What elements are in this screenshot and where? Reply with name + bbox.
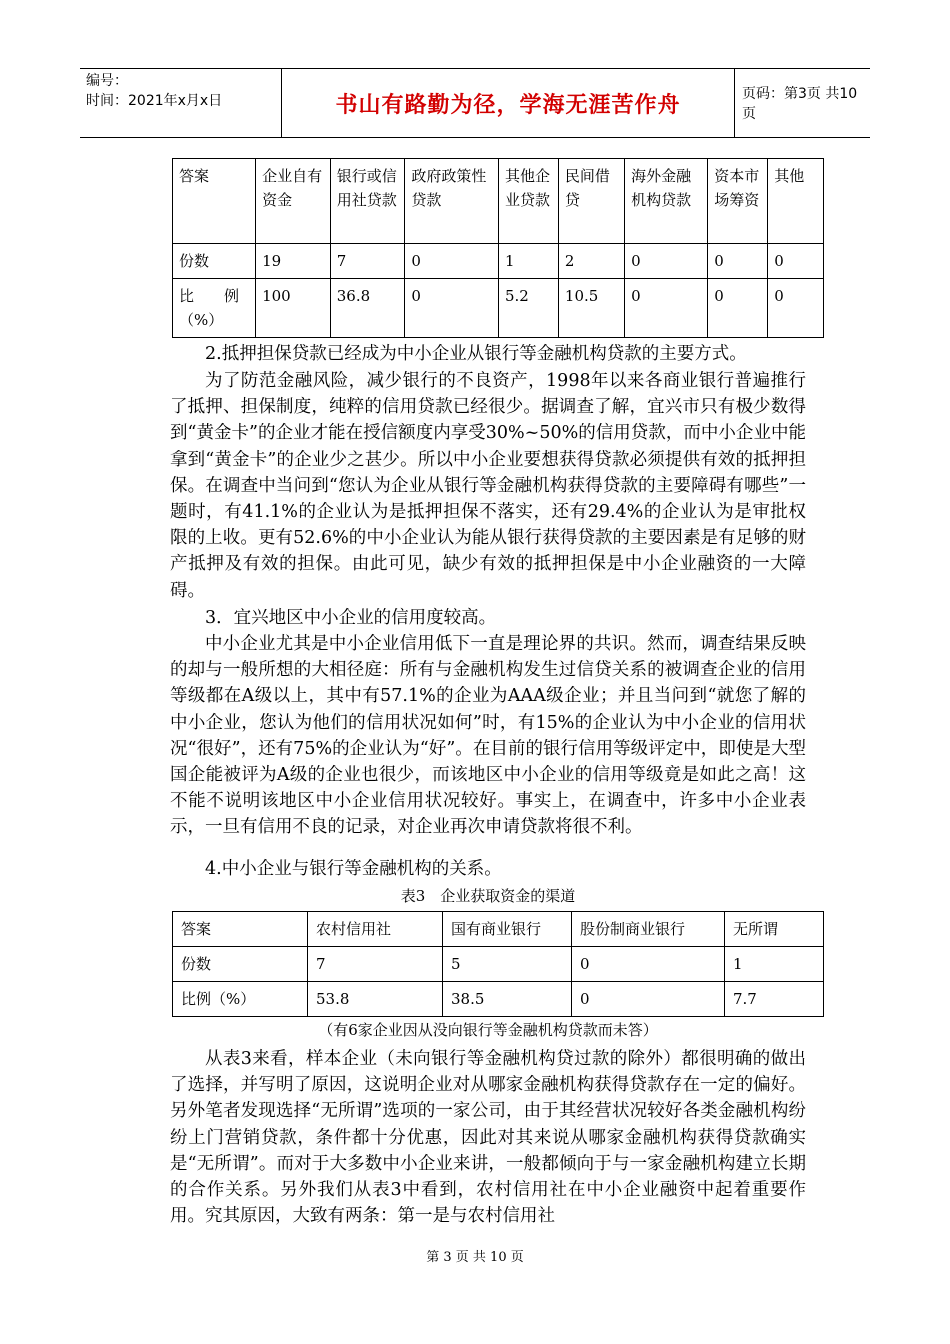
- table-cell: 36.8: [330, 279, 405, 338]
- table-cell: 7: [308, 947, 443, 982]
- table-cell: 国有商业银行: [443, 912, 572, 947]
- table-cell: 无所谓: [725, 912, 824, 947]
- funding-source-table: [172, 158, 824, 338]
- paragraph-6: 从表3来看，样本企业（未向银行等金融机构贷过款的除外）都很明确的做出了选择，并写明了原因，这说明企业对从哪家金融机构获得贷款存在一定的偏好。另外笔者发现选择“无所谓”选项的一家公司，由于其经营状况较好各类金融机构纷纷上门营销贷款，条件都十分优惠，因此对其来说从哪家金融机构获得贷款确实是“无所谓”。而对于大多数中小企业来讲，一般都倾向于与一家金融机构建立长期的合作关系。另外我们从表3中看到，农村信用社在中小企业融资中起着重要作用。究其原因，大致有两条：第一是与农村信用社: [170, 1049, 806, 1227]
- table-cell: 民间借贷: [558, 159, 624, 244]
- table3-caption: 表3 企业获取资金的渠道: [400, 887, 576, 905]
- table-row: [173, 947, 824, 982]
- paragraph-4: 中小企业尤其是中小企业信用低下一直是理论界的共识。然而，调查结果反映的却与一般所想的大相径庭：所有与金融机构发生过信贷关系的被调查企业的信用等级都在A级以上，其中有57.1%的企业为AAA级企业；并且当问到“就您了解的中小企业，您认为他们的信用状况如何”时，有15%的企业认为中小企业的信用状况“很好”，还有75%的企业认为“好”。在目前的银行信用等级评定中，即使是大型国企能被评为A级的企业也很少，而该地区中小企业的信用等级竟是如此之高！这不能不说明该地区中小企业信用状况较好。事实上，在调查中，许多中小企业表示，一旦有信用不良的记录，对企业再次申请贷款将很不利。: [170, 634, 806, 838]
- table-cell: 企业自有资金: [256, 159, 331, 244]
- table-cell: 0: [405, 244, 499, 279]
- table-cell: 比 例（%）: [173, 279, 256, 338]
- table-row: [173, 982, 824, 1017]
- header-motto-cell: [282, 69, 735, 137]
- table-header-row: [173, 912, 824, 947]
- table-cell: 答案: [173, 159, 256, 244]
- table-cell: 0: [768, 279, 824, 338]
- table-cell: 其他: [768, 159, 824, 244]
- table-cell: 海外金融机构贷款: [625, 159, 708, 244]
- table-cell: 比例（%）: [173, 982, 308, 1017]
- paragraph-2: 为了防范金融风险，减少银行的不良资产，1998年以来各商业银行普遍推行了抵押、担保制度，纯粹的信用贷款已经很少。据调查了解，宜兴市只有极少数得到“黄金卡”的企业才能在授信额度内享受30%~50%的信用贷款，而中小企业中能拿到“黄金卡”的企业少之甚少。所以中小企业要想获得贷款必须提供有效的抵押担保。在调查中当问到“您认为企业从银行等金融机构获得贷款的主要障碍有哪些”一题时，有41.1%的企业认为是抵押担保不落实，还有29.4%的企业认为是审批权限的上收。更有52.6%的中小企业认为能从银行获得贷款的主要因素是有足够的财产抵押及有效的担保。由此可见，缺少有效的抵押担保是中小企业融资的一大障碍。: [170, 371, 806, 601]
- table-cell: 100: [256, 279, 331, 338]
- table-cell: 1: [498, 244, 558, 279]
- table-cell: 份数: [173, 244, 256, 279]
- table-cell: 10.5: [558, 279, 624, 338]
- table-cell: 2: [558, 244, 624, 279]
- table-cell: 农村信用社: [308, 912, 443, 947]
- funding-channel-table: [172, 911, 824, 1017]
- table-cell: 其他企业贷款: [498, 159, 558, 244]
- table-cell: 0: [625, 244, 708, 279]
- table-cell: 答案: [173, 912, 308, 947]
- table-cell: 7.7: [725, 982, 824, 1017]
- table-row: [173, 279, 824, 338]
- table3-note: （有6家企业因从没向银行等金融机构贷款而未答）: [318, 1021, 658, 1039]
- table-cell: 0: [625, 279, 708, 338]
- table-cell: 0: [768, 244, 824, 279]
- table-cell: 5.2: [498, 279, 558, 338]
- paragraph-1: 2.抵押担保贷款已经成为中小企业从银行等金融机构贷款的主要方式。: [205, 344, 747, 364]
- paragraph-3: 3．宜兴地区中小企业的信用度较高。: [205, 608, 497, 628]
- table-cell: 5: [443, 947, 572, 982]
- table-cell: 38.5: [443, 982, 572, 1017]
- table-cell: 股份制商业银行: [572, 912, 725, 947]
- header-meta: [80, 69, 282, 137]
- table-cell: 19: [256, 244, 331, 279]
- table-cell: 0: [405, 279, 499, 338]
- table-cell: 0: [708, 279, 768, 338]
- table-cell: 0: [572, 982, 725, 1017]
- table-cell: 银行或信用社贷款: [330, 159, 405, 244]
- page-footer: 第 3 页 共 10 页: [426, 1250, 524, 1265]
- table-cell: 0: [708, 244, 768, 279]
- doc-time-label: 时间：2021年x月x日: [86, 93, 223, 109]
- table-cell: 资本市场筹资: [708, 159, 768, 244]
- table-cell: 7: [330, 244, 405, 279]
- paragraph-5: 4.中小企业与银行等金融机构的关系。: [205, 859, 502, 879]
- table-cell: 政府政策性贷款: [405, 159, 499, 244]
- header-motto: 书山有路勤为径，学海无涯苦作舟: [335, 92, 681, 118]
- table-cell: 份数: [173, 947, 308, 982]
- table-cell: 0: [572, 947, 725, 982]
- page-header: [80, 68, 870, 138]
- table-row: [173, 244, 824, 279]
- table-header-row: [173, 159, 824, 244]
- table-cell: 53.8: [308, 982, 443, 1017]
- header-page-label: 页码：第3页 共10页: [742, 86, 858, 122]
- doc-number-label: 编号：: [86, 73, 128, 89]
- table-cell: 1: [725, 947, 824, 982]
